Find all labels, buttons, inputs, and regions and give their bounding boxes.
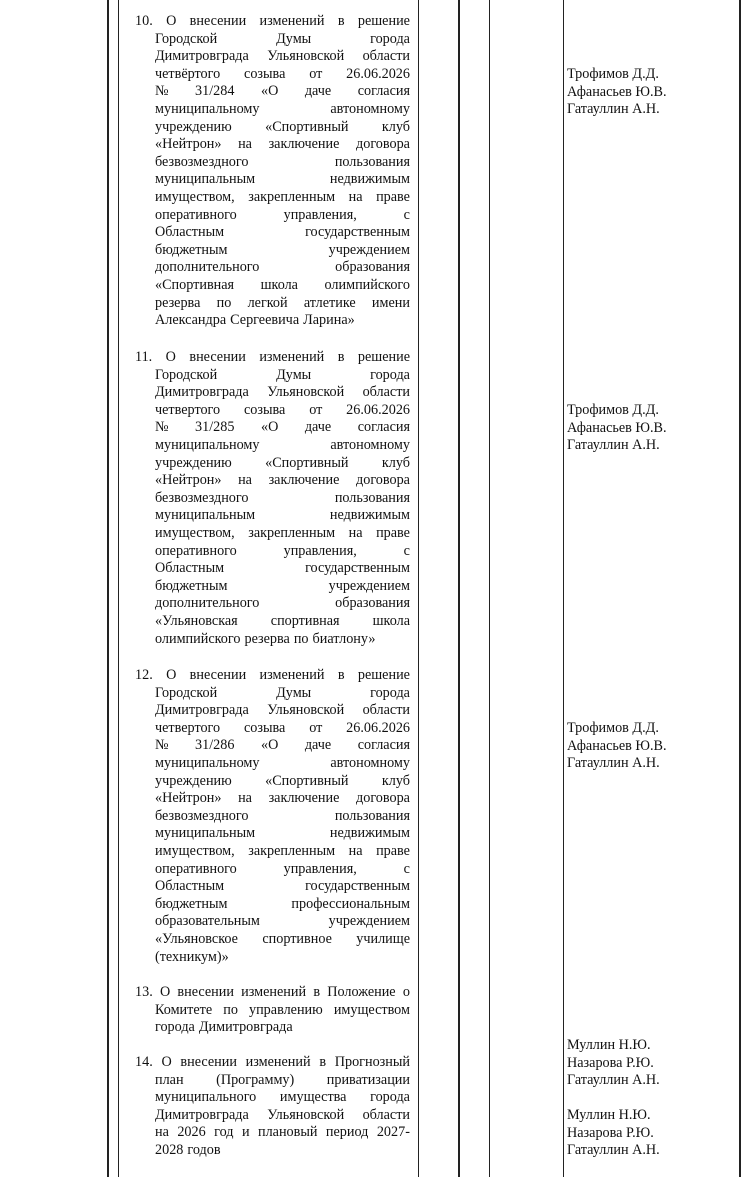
item-text-line: № 31/286 «О даче согласия: [155, 737, 410, 754]
responsible-persons-11: [567, 402, 737, 455]
item-text-line: № 31/284 «О даче согласия: [155, 83, 410, 100]
item-text-line: «Нейтрон» на заключение договора: [155, 136, 410, 153]
item-text-line: Городской Думы города: [155, 366, 410, 383]
item-text-line: Городской Думы города: [155, 684, 410, 701]
responsible-name: Трофимов Д.Д.: [567, 402, 659, 418]
responsible-name: Трофимов Д.Д.: [567, 720, 659, 736]
item-text-line: «Спортивная школа олимпийского: [155, 276, 410, 293]
agenda-item-11: [135, 349, 410, 648]
item-text-line: Димитровграда Ульяновской области: [155, 1106, 410, 1123]
item-text-line: (техникум)»: [155, 948, 229, 965]
item-text-line: города Димитровграда: [155, 1019, 293, 1036]
agenda-item-12: [135, 667, 410, 966]
responsible-name: Афанасьев Ю.В.: [567, 737, 667, 754]
item-text-line: муниципальному автономному: [155, 754, 410, 771]
item-text-line: резерва по легкой атлетике имени: [155, 294, 410, 311]
item-text-line: Димитровграда Ульяновской области: [155, 384, 410, 401]
item-text-line: муниципальному автономному: [155, 436, 410, 453]
item-text-line: дополнительного образования: [155, 259, 410, 276]
item-text-line: олимпийского резерва по биатлону»: [155, 630, 376, 647]
item-text-line: оперативного управления, с: [155, 860, 410, 877]
responsible-persons-13: [567, 1037, 737, 1090]
item-text-line: четвёртого созыва от 26.06.2026: [155, 65, 410, 82]
item-text-line: безвозмездного пользования: [155, 807, 410, 824]
agenda-item-10: [135, 13, 410, 330]
item-text-line: оперативного управления, с: [155, 542, 410, 559]
table-border-left: [107, 0, 109, 1177]
item-text-line: на 2026 год и плановый период 2027-: [155, 1124, 410, 1141]
item-text-line: план (Программу) приватизации: [155, 1071, 410, 1088]
responsible-name: Гатауллин А.Н.: [567, 755, 660, 772]
responsible-name: Афанасьев Ю.В.: [567, 419, 667, 436]
responsible-name: Гатауллин А.Н.: [567, 101, 660, 118]
table-border-left-inner: [118, 0, 119, 1177]
item-text-line: Димитровграда Ульяновской области: [155, 48, 410, 65]
responsible-persons-12: [567, 720, 737, 773]
item-text-line: муниципального имущества города: [155, 1089, 410, 1106]
agenda-item-14: [135, 1054, 410, 1160]
item-text-line: «Нейтрон» на заключение договора: [155, 790, 410, 807]
responsible-persons-10: [567, 66, 737, 119]
item-text-line: № 31/285 «О даче согласия: [155, 419, 410, 436]
responsible-name: Гатауллин А.Н.: [567, 437, 660, 454]
responsible-name: Муллин Н.Ю.: [567, 1037, 651, 1053]
item-text-line: муниципальному автономному: [155, 100, 410, 117]
column-divider: [489, 0, 490, 1177]
item-text-line: «Ульяновская спортивная школа: [155, 612, 410, 629]
item-text-line: учреждению «Спортивный клуб: [155, 118, 410, 135]
item-text-line: муниципальным недвижимым: [155, 171, 410, 188]
item-text-line: бюджетным профессиональным: [155, 895, 410, 912]
item-text-line: дополнительного образования: [155, 595, 410, 612]
responsible-persons-14: [567, 1107, 737, 1160]
item-text-line: 13. О внесении изменений в Положение о: [135, 984, 410, 1000]
item-text-line: Областным государственным: [155, 224, 410, 241]
item-text-line: 12. О внесении изменений в решение: [135, 667, 410, 683]
responsible-name: Гатауллин А.Н.: [567, 1142, 660, 1159]
responsible-name: Гатауллин А.Н.: [567, 1072, 660, 1089]
responsible-name: Афанасьев Ю.В.: [567, 83, 667, 100]
item-text-line: безвозмездного пользования: [155, 489, 410, 506]
responsible-name: Назарова Р.Ю.: [567, 1124, 654, 1141]
column-divider: [458, 0, 460, 1177]
item-text-line: 2028 годов: [155, 1141, 221, 1158]
item-text-line: Димитровграда Ульяновской области: [155, 702, 410, 719]
item-text-line: Областным государственным: [155, 878, 410, 895]
item-text-line: 11. О внесении изменений в решение: [135, 349, 410, 365]
responsible-name: Муллин Н.Ю.: [567, 1107, 651, 1123]
item-text-line: муниципальным недвижимым: [155, 825, 410, 842]
item-text-line: образовательным учреждением: [155, 913, 410, 930]
item-text-line: учреждению «Спортивный клуб: [155, 454, 410, 471]
item-text-line: имуществом, закрепленным на праве: [155, 188, 410, 205]
item-text-line: имуществом, закрепленным на праве: [155, 524, 410, 541]
item-text-line: Городской Думы города: [155, 30, 410, 47]
item-text-line: бюджетным учреждением: [155, 577, 410, 594]
item-text-line: учреждению «Спортивный клуб: [155, 772, 410, 789]
item-text-line: оперативного управления, с: [155, 206, 410, 223]
item-text-line: Областным государственным: [155, 560, 410, 577]
item-text-line: 14. О внесении изменений в Прогнозный: [135, 1054, 410, 1070]
item-text-line: имуществом, закрепленным на праве: [155, 842, 410, 859]
item-text-line: бюджетным учреждением: [155, 241, 410, 258]
item-text-line: Комитете по управлению имуществом: [155, 1001, 410, 1018]
item-text-line: четвертого созыва от 26.06.2026: [155, 719, 410, 736]
item-text-line: «Ульяновское спортивное училище: [155, 930, 410, 947]
item-text-line: муниципальным недвижимым: [155, 507, 410, 524]
item-text-line: Александра Сергеевича Ларина»: [155, 312, 355, 329]
agenda-item-13: [135, 984, 410, 1037]
responsible-name: Назарова Р.Ю.: [567, 1054, 654, 1071]
column-divider: [563, 0, 564, 1177]
table-border-right: [739, 0, 741, 1177]
column-divider: [418, 0, 419, 1177]
item-text-line: четвертого созыва от 26.06.2026: [155, 401, 410, 418]
responsible-name: Трофимов Д.Д.: [567, 66, 659, 82]
item-text-line: безвозмездного пользования: [155, 153, 410, 170]
item-text-line: «Нейтрон» на заключение договора: [155, 472, 410, 489]
item-text-line: 10. О внесении изменений в решение: [135, 13, 410, 29]
